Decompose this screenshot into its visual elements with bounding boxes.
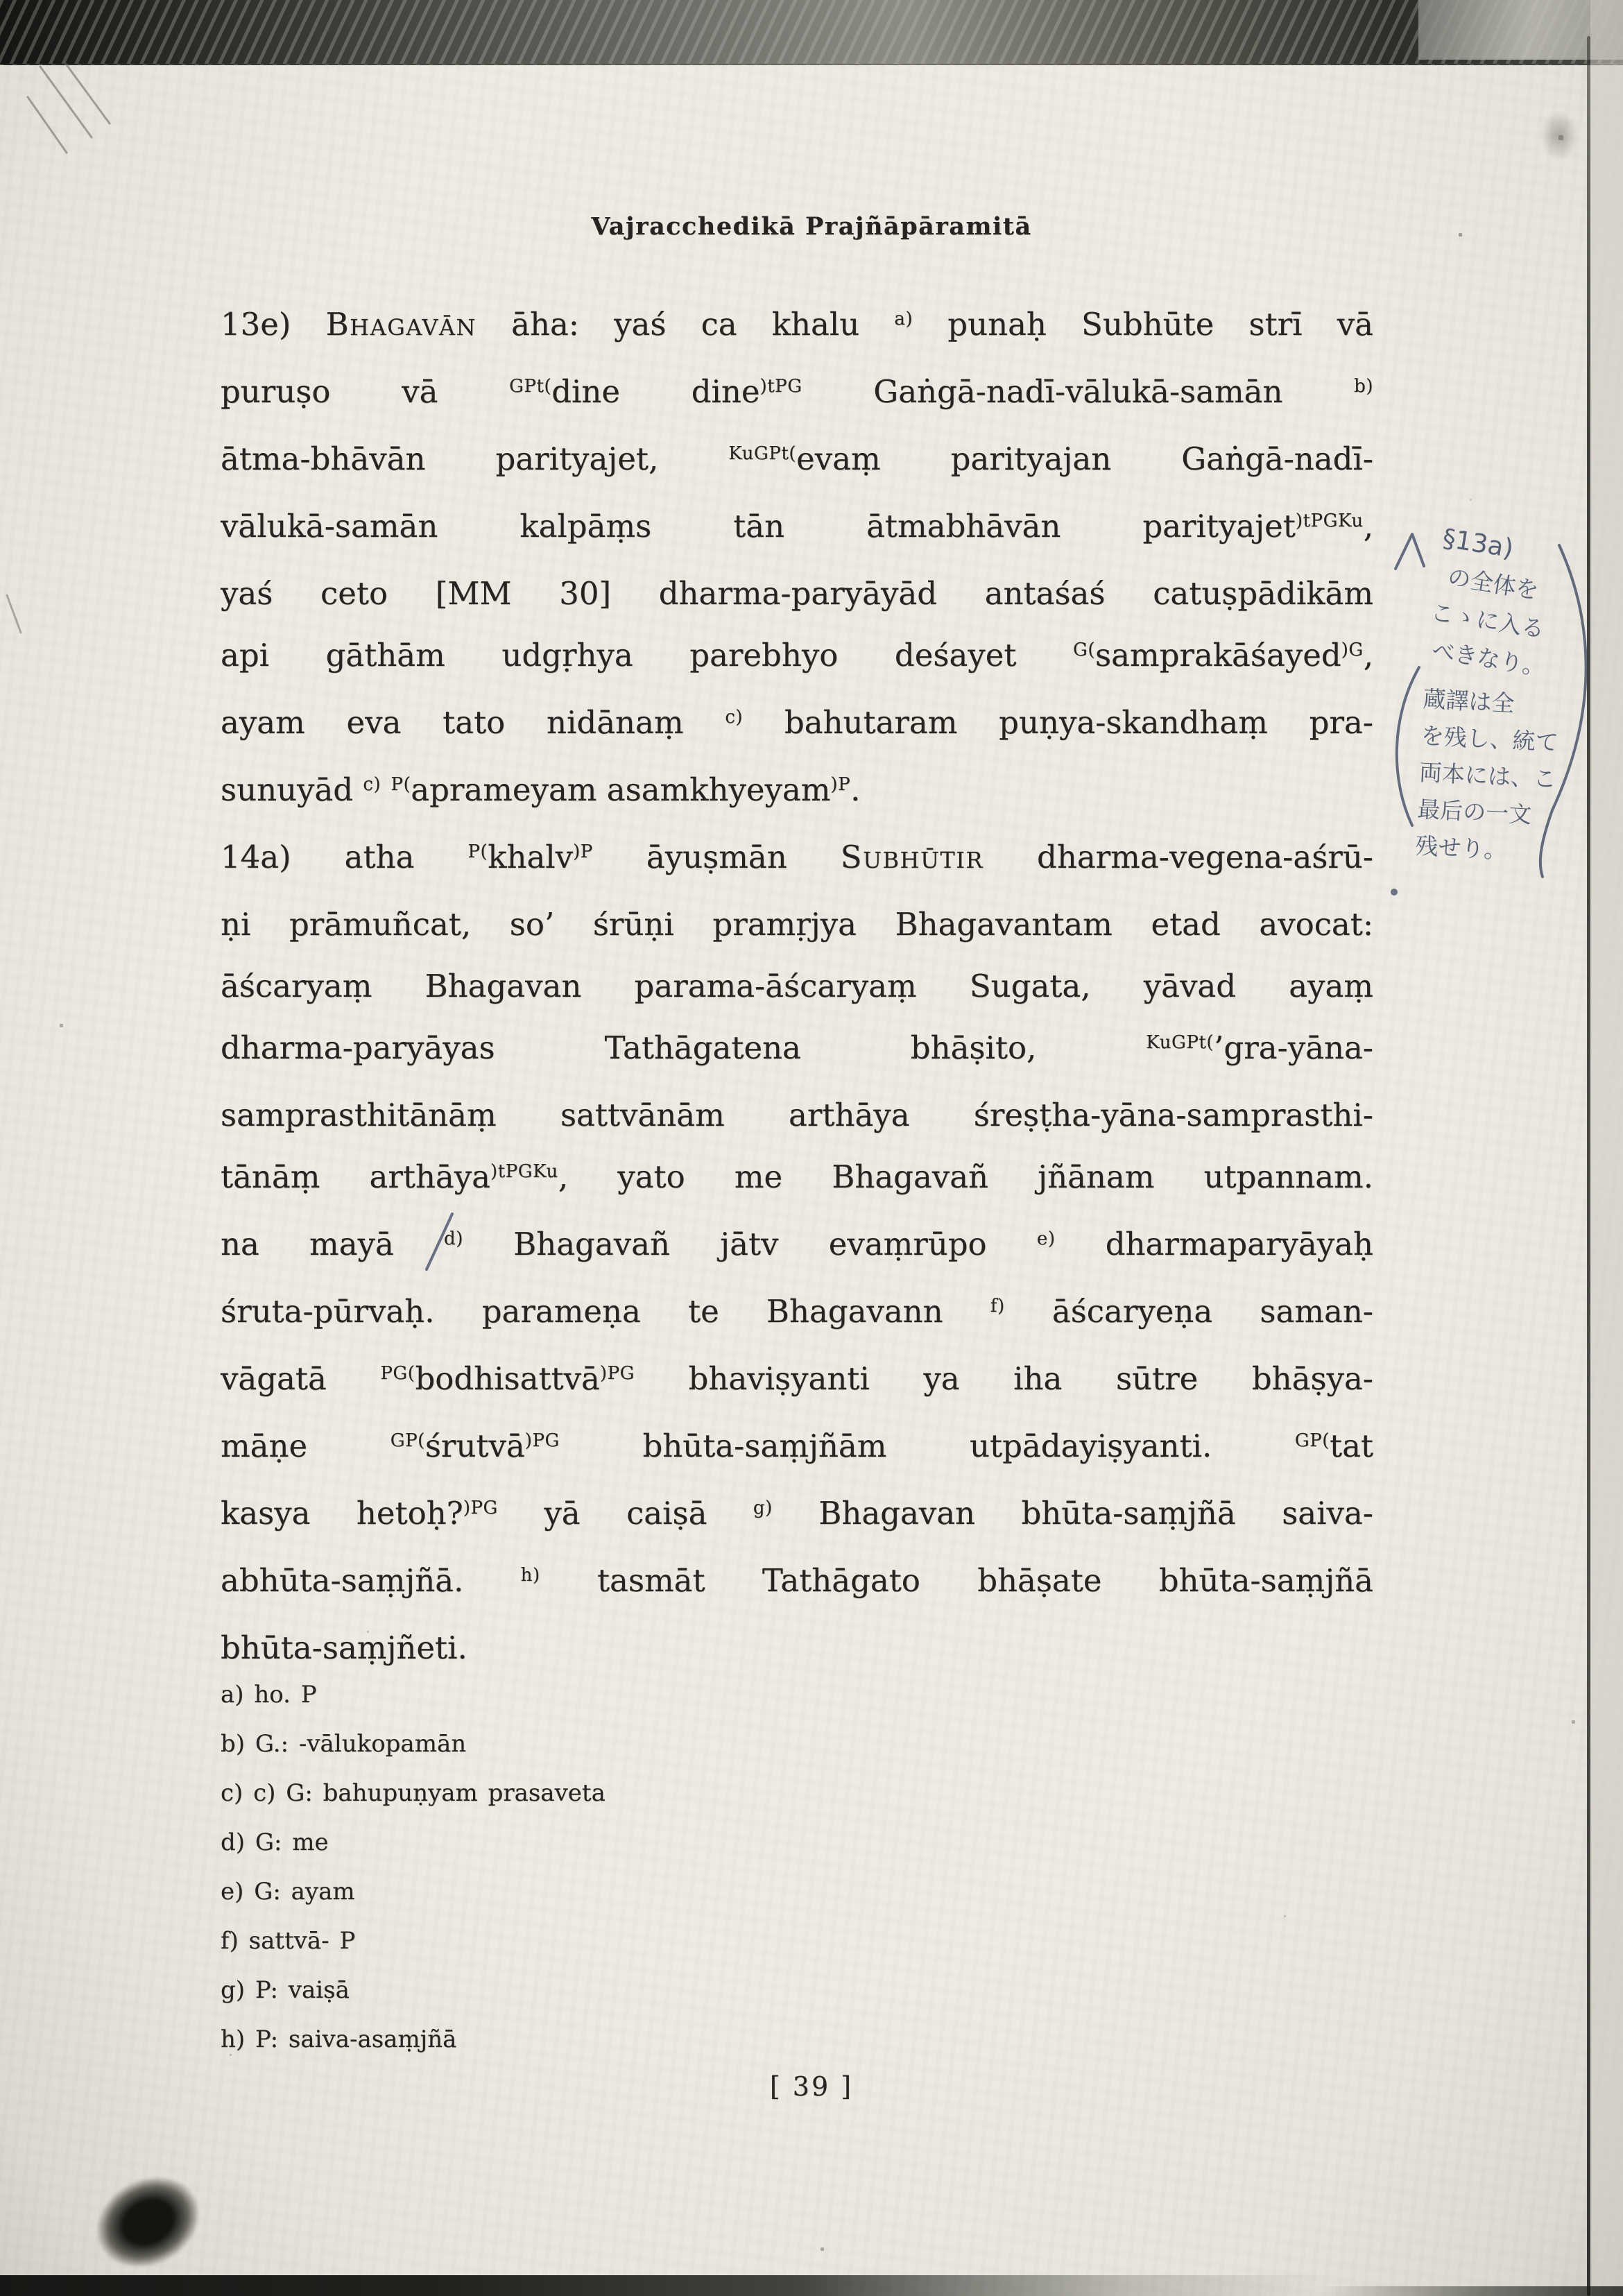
pencil-hatch-marks <box>28 61 110 153</box>
body-line: kasya hetoḥ?$^{)PG}$ yā caiṣā $^{g)}$ Bhagavan bhūta-saṃjñā saiva- <box>221 1495 1373 1532</box>
page-header-title: Vajracchedikā Prajñāpāramitā <box>591 212 1032 241</box>
footnote-g: g) P: vaiṣā <box>221 1976 350 2004</box>
footnote-c: c) c) G: bahupuṇyam prasaveta <box>221 1779 606 1807</box>
handwritten-note-line: 残せり。 <box>1414 832 1508 864</box>
handwritten-note-line: べきなり。 <box>1429 636 1547 681</box>
handwritten-note-line: を残し、統て <box>1420 721 1559 757</box>
scan-corner-blob <box>63 2143 233 2296</box>
body-line: bhūta-saṃjñeti. <box>221 1629 467 1666</box>
body-line: 13e) Bhagavān āha: yaś ca khalu $^{a)}$ punaḥ Subhūte strī vā <box>221 306 1373 343</box>
handwritten-note-line: 両本には、こ <box>1418 758 1557 794</box>
handwritten-note-line: こゝに入る <box>1429 598 1547 643</box>
footnote-f: f) sattvā- P <box>221 1927 356 1955</box>
scan-specks <box>0 0 1 1</box>
body-line: ṇi prāmuñcat, so’ śrūṇi pramṛjya Bhagavantam etad avocat: <box>221 906 1373 943</box>
footnote-a: a) ho. P <box>221 1681 317 1708</box>
body-line: ayam eva tato nidānaṃ $^{c)}$ bahutaram puṇya-skandhaṃ pra- <box>221 704 1373 741</box>
body-line: māṇe $^{GP(}$śrutvā$^{)PG}$ bhūta-saṃjñām utpādayiṣyanti. $^{GP(}$tat <box>221 1428 1373 1464</box>
footnote-b: b) G.: -vālukopamān <box>221 1730 467 1758</box>
footnote-h: h) P: saiva-asaṃjñā <box>221 2025 457 2053</box>
handwritten-note-2 <box>1414 680 1617 874</box>
body-line: dharma-paryāyas Tathāgatena bhāṣito, $^{KuGPt(}$’gra-yāna- <box>221 1029 1373 1066</box>
page-number: [ 39 ] <box>769 2071 854 2102</box>
handwritten-note-line: の全体を <box>1445 563 1541 604</box>
footnote-e: e) G: ayam <box>221 1878 355 1905</box>
body-line: samprasthitānāṃ sattvānām arthāya śreṣṭha-yāna-samprasthi- <box>221 1097 1373 1133</box>
body-line: ātma-bhāvān parityajet, $^{KuGPt(}$evaṃ parityajan Gaṅgā-nadī- <box>221 440 1374 477</box>
body-line: tānāṃ arthāya$^{)tPGKu}$, yato me Bhagavañ jñānam utpannam. <box>221 1158 1374 1195</box>
scan-edge-bottom-right <box>1318 2286 1623 2296</box>
body-line: abhūta-saṃjñā. $^{h)}$ tasmāt Tathāgato bhāṣate bhūta-saṃjñā <box>221 1562 1373 1599</box>
scan-smudge <box>1534 103 1584 169</box>
handwritten-note-line: 最后の一文 <box>1416 795 1533 829</box>
scan-right-edge-line <box>1587 36 1590 2296</box>
body-line: 14a) atha $^{P(}$khalv$^{)P}$ āyuṣmān Subhūtir dharma-vegena-aśrū- <box>221 839 1374 875</box>
handwritten-note-1 <box>1423 520 1623 696</box>
left-edge-mark <box>7 595 21 633</box>
body-line: yaś ceto [MM 30] dharma-paryāyād antaśaś catuṣpādikām <box>221 575 1373 612</box>
scan-edge-bottom <box>0 2275 1373 2296</box>
body-line: api gāthām udgṛhya parebhyo deśayet $^{G(}$samprakāśayed$^{)G}$, <box>221 637 1373 674</box>
body-line: āścaryaṃ Bhagavan parama-āścaryaṃ Sugata, yāvad ayaṃ <box>221 968 1373 1004</box>
body-text-block <box>221 293 1373 1679</box>
margin-caret-mark <box>1396 534 1424 569</box>
body-line: śruta-pūrvaḥ. parameṇa te Bhagavann $^{f)}$ āścaryeṇa saman- <box>221 1293 1374 1330</box>
scan-edge-top <box>0 0 1623 65</box>
margin-dot <box>1391 889 1398 896</box>
handwritten-note-line: 蔵譯は全 <box>1422 685 1515 717</box>
handwritten-note-line: §13a) <box>1440 522 1516 564</box>
footnote-d: d) G: me <box>221 1828 329 1856</box>
scan-right-strip <box>1590 0 1623 2296</box>
body-line: vāgatā $^{PG(}$bodhisattvā$^{)PG}$ bhaviṣyanti ya iha sūtre bhāṣya- <box>221 1360 1373 1397</box>
body-line: vālukā-samān kalpāṃs tān ātmabhāvān parityajet$^{)tPGKu}$, <box>221 508 1373 545</box>
margin-bracket-left <box>1397 667 1419 825</box>
body-line: puruṣo vā $^{GPt(}$dine dine$^{)tPG}$ Gaṅgā-nadī-vālukā-samān $^{b)}$ <box>221 373 1374 410</box>
footnotes-block <box>221 1670 1261 2064</box>
body-line: na mayā $^{d)}$ Bhagavañ jātv evaṃrūpo $^{e)}$ dharmaparyāyaḥ <box>221 1226 1373 1262</box>
body-line: sunuyād $^{c)}$ $^{P(}$aprameyam asamkhyeyam$^{)P}$. <box>221 771 861 808</box>
